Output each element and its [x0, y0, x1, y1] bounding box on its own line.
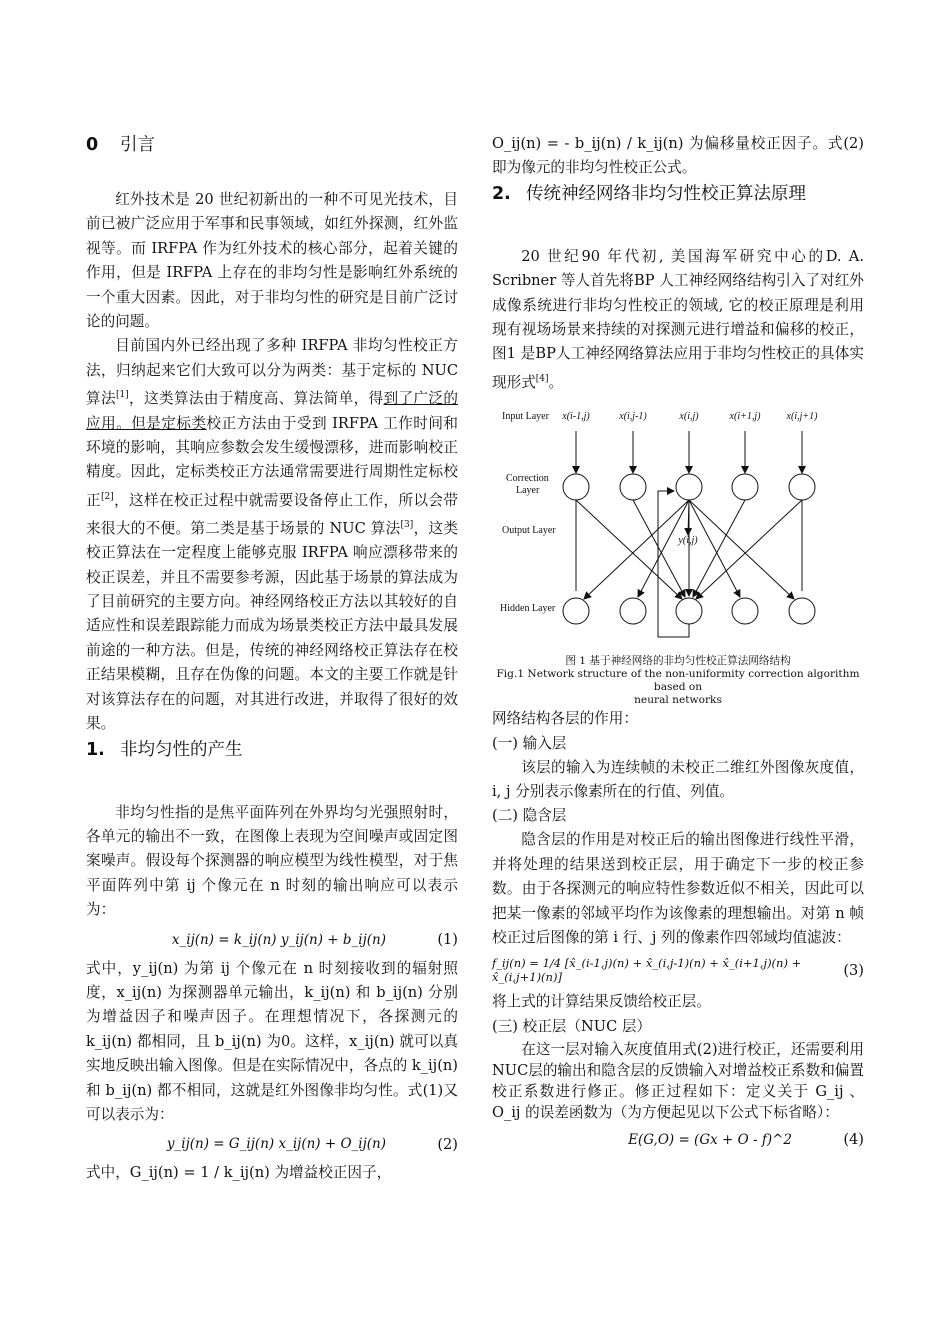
- input-layer-label: Input Layer: [502, 411, 549, 423]
- figure-1: [492, 401, 864, 707]
- output-layer-label: Output Layer: [502, 525, 556, 537]
- section-title: 引言: [120, 135, 155, 155]
- intro-paragraph-1: 红外技术是 20 世纪初新出的一种不可见光技术，目前已被广泛应用于军事和民事领域，如红外探测，红外监视等。而 IRFPA 作为红外技术的核心部分，起着关键的作用，但是 IRFPA 上存在的非均匀性是影响红外系统的一个重大因素。因此，对于非均匀性的研究是目前广泛讨论的问题。: [86, 191, 458, 331]
- section-title: 非均匀性的产生: [120, 739, 243, 760]
- equation-body: y_ij(n) = G_ij(n) x_ij(n) + O_ij(n): [166, 1136, 386, 1153]
- section-title: 传统神经网络非均匀性校正算法原理: [526, 183, 806, 204]
- equation-number: (3): [843, 961, 864, 979]
- hidden-node: [789, 598, 815, 624]
- correction-layer-heading: (三) 校正层（NUC 层）: [492, 1017, 652, 1035]
- equation-body: f_ij(n) = 1/4 [x̂_(i-1,j)(n) + x̂_(i,j-1)(n) + x̂_(i+1,j)(n) + x̂_(i,j+1)(n)]: [492, 956, 802, 985]
- bp-network-paragraph: 20 世纪90 年代初, 美国海军研究中心的D. A. Scribner 等人首先将BP 人工神经网络结构引入了对红外成像系统进行非均匀性校正的领域, 它的校正原理是利用现有视场场景来持续的对探测元进行增益和偏移的校正，图1 是BP人工神经网络算法应用于非均匀性校正的具体实现形式[4]。: [492, 247, 864, 391]
- equation-2: [86, 1127, 458, 1161]
- equation-3: [492, 950, 864, 990]
- network-diagram: [492, 401, 864, 647]
- input-layer-heading: (一) 输入层: [492, 734, 567, 752]
- citation-1: [1]: [115, 390, 129, 401]
- section-number: 0: [86, 135, 99, 155]
- hidden-node: [676, 598, 702, 624]
- section-number: 2.: [492, 183, 511, 204]
- hidden-node: [563, 598, 589, 624]
- hidden-layer-heading: (二) 隐含层: [492, 807, 567, 825]
- input-label-4: x(i+1,j): [729, 411, 761, 423]
- layer-roles-paragraph: 网络结构各层的作用：: [492, 710, 638, 728]
- feedback-paragraph: 将上式的计算结果反馈给校正层。: [492, 993, 711, 1011]
- output-label: y(i,j): [678, 535, 698, 547]
- section-0-heading: [86, 132, 458, 158]
- equation-body: E(G,O) = (Gx + O - f)^2: [628, 1131, 792, 1148]
- equation-number: (4): [843, 1131, 864, 1149]
- correction-node: [732, 474, 758, 500]
- offset-factor-paragraph: O_ij(n) = - b_ij(n) / k_ij(n) 为偏移量校正因子。式(2)即为像元的非均匀性校正公式。: [492, 135, 864, 177]
- correction-node: [563, 474, 589, 500]
- equation-2-explanation: 式中，G_ij(n) = 1 / k_ij(n) 为增益校正因子，: [86, 1164, 392, 1182]
- input-label-3: x(i,j): [679, 411, 699, 423]
- correction-node: [789, 474, 815, 500]
- section-1-heading: [86, 737, 458, 763]
- citation-2: [2]: [100, 491, 114, 502]
- hidden-node: [732, 598, 758, 624]
- citation-3: [3]: [400, 520, 414, 530]
- input-label-2: x(i,j-1): [619, 411, 647, 423]
- input-label-5: x(i,j+1): [786, 411, 818, 423]
- correction-layer-label-1: Correction: [506, 473, 549, 485]
- equation-number: (1): [437, 931, 458, 949]
- correction-node: [620, 474, 646, 500]
- correction-node: [676, 474, 702, 500]
- hidden-layer-label: Hidden Layer: [500, 603, 556, 615]
- citation-4: [4]: [535, 373, 549, 384]
- equation-1: [86, 923, 458, 957]
- equation-number: (2): [437, 1135, 458, 1153]
- hidden-layer-paragraph: 隐含层的作用是对校正后的输出图像进行线性平滑，并将处理的结果送到校正层，用于确定下一步的校正参数。由于各探测元的响应特性参数近似不相关，因此可以把某一像素的邻域平均作为该像素的理想输出。对第 n 帧校正过后图像的第 i 行、j 列的像素作四邻域均值滤波：: [492, 831, 864, 946]
- section-number: 1.: [86, 739, 105, 760]
- equation-1-explanation: 式中，y_ij(n) 为第 ij 个像元在 n 时刻接收到的辐射照度，x_ij(n) 为探测器单元输出，k_ij(n) 和 b_ij(n) 分别为增益因子和噪声因子。在理想情况下，各探测元的 k_ij(n) 都相同，且 b_ij(n) 为0。这样，x_ij(n) 就可以真实地反映出输入图像。但是在实际情况中，各点的 k_ij(n) 和 b_ij(n) 都不相同，这就是红外图像非均匀性。式(1)又可以表示为：: [86, 959, 458, 1123]
- hidden-node: [620, 598, 646, 624]
- section-2-heading: [492, 181, 864, 207]
- figure-caption: 图 1 基于神经网络的非均匀性校正算法网络结构 Fig.1 Network structure of the non-uniformity correction algorithm based on neural networks: [496, 655, 860, 707]
- right-column: [492, 132, 864, 1157]
- left-column: [86, 132, 458, 1186]
- correction-layer-paragraph: 在这一层对输入灰度值用式(2)进行校正，还需要利用NUC层的输出和隐含层的反馈输入对增益校正系数和偏置校正系数进行修正。修正过程如下：定义关于 G_ij 、O_ij 的误差函数为（为方便起见以下公式下标省略）：: [492, 1040, 864, 1121]
- input-layer-paragraph: 该层的输入为连续帧的未校正二维红外图像灰度值， i, j 分别表示像素所在的行值、列值。: [492, 758, 864, 800]
- equation-4: [492, 1123, 864, 1157]
- nonuniformity-paragraph: 非均匀性指的是焦平面阵列在外界均匀光强照射时，各单元的输出不一致，在图像上表现为空间噪声或固定图案噪声。假设每个探测器的响应模型为线性模型，对于焦平面阵列中第 ij 个像元在 n 时刻的输出响应可以表示为：: [86, 803, 458, 919]
- equation-body: x_ij(n) = k_ij(n) y_ij(n) + b_ij(n): [171, 931, 386, 948]
- intro-paragraph-2: 目前国内外已经出现了多种 IRFPA 非均匀性校正方法，归纳起来它们大致可以分为两类：基于定标的 NUC 算法[1]，这类算法由于精度高、算法简单，得到了广泛的应用。但是定标类校正方法由于受到 IRFPA 工作时间和环境的影响，其响应参数会发生缓慢漂移，进而影响校正精度。因此，定标类校正方法通常需要进行周期性定标校正[2]，这样在校正过程中就需要设备停止工作，所以会带来很大的不便。第二类是基于场景的 NUC 算法[3]，这类校正算法在一定程度上能够克服 IRFPA 响应漂移带来的校正误差，并且不需要参考源，因此基于场景的算法成为了目前研究的主要方向。神经网络校正方法以其较好的自适应性和误差跟踪能力而成为场景类校正方法中最具发展前途的一种方法。但是，传统的神经网络校正算法存在校正结果模糊，且存在伪像的问题。本文的主要工作就是针对该算法存在的问题，对其进行改进，并取得了很好的效果。: [86, 337, 458, 733]
- input-label-1: x(i-1,j): [562, 411, 590, 423]
- correction-layer-label-2: Layer: [516, 485, 540, 497]
